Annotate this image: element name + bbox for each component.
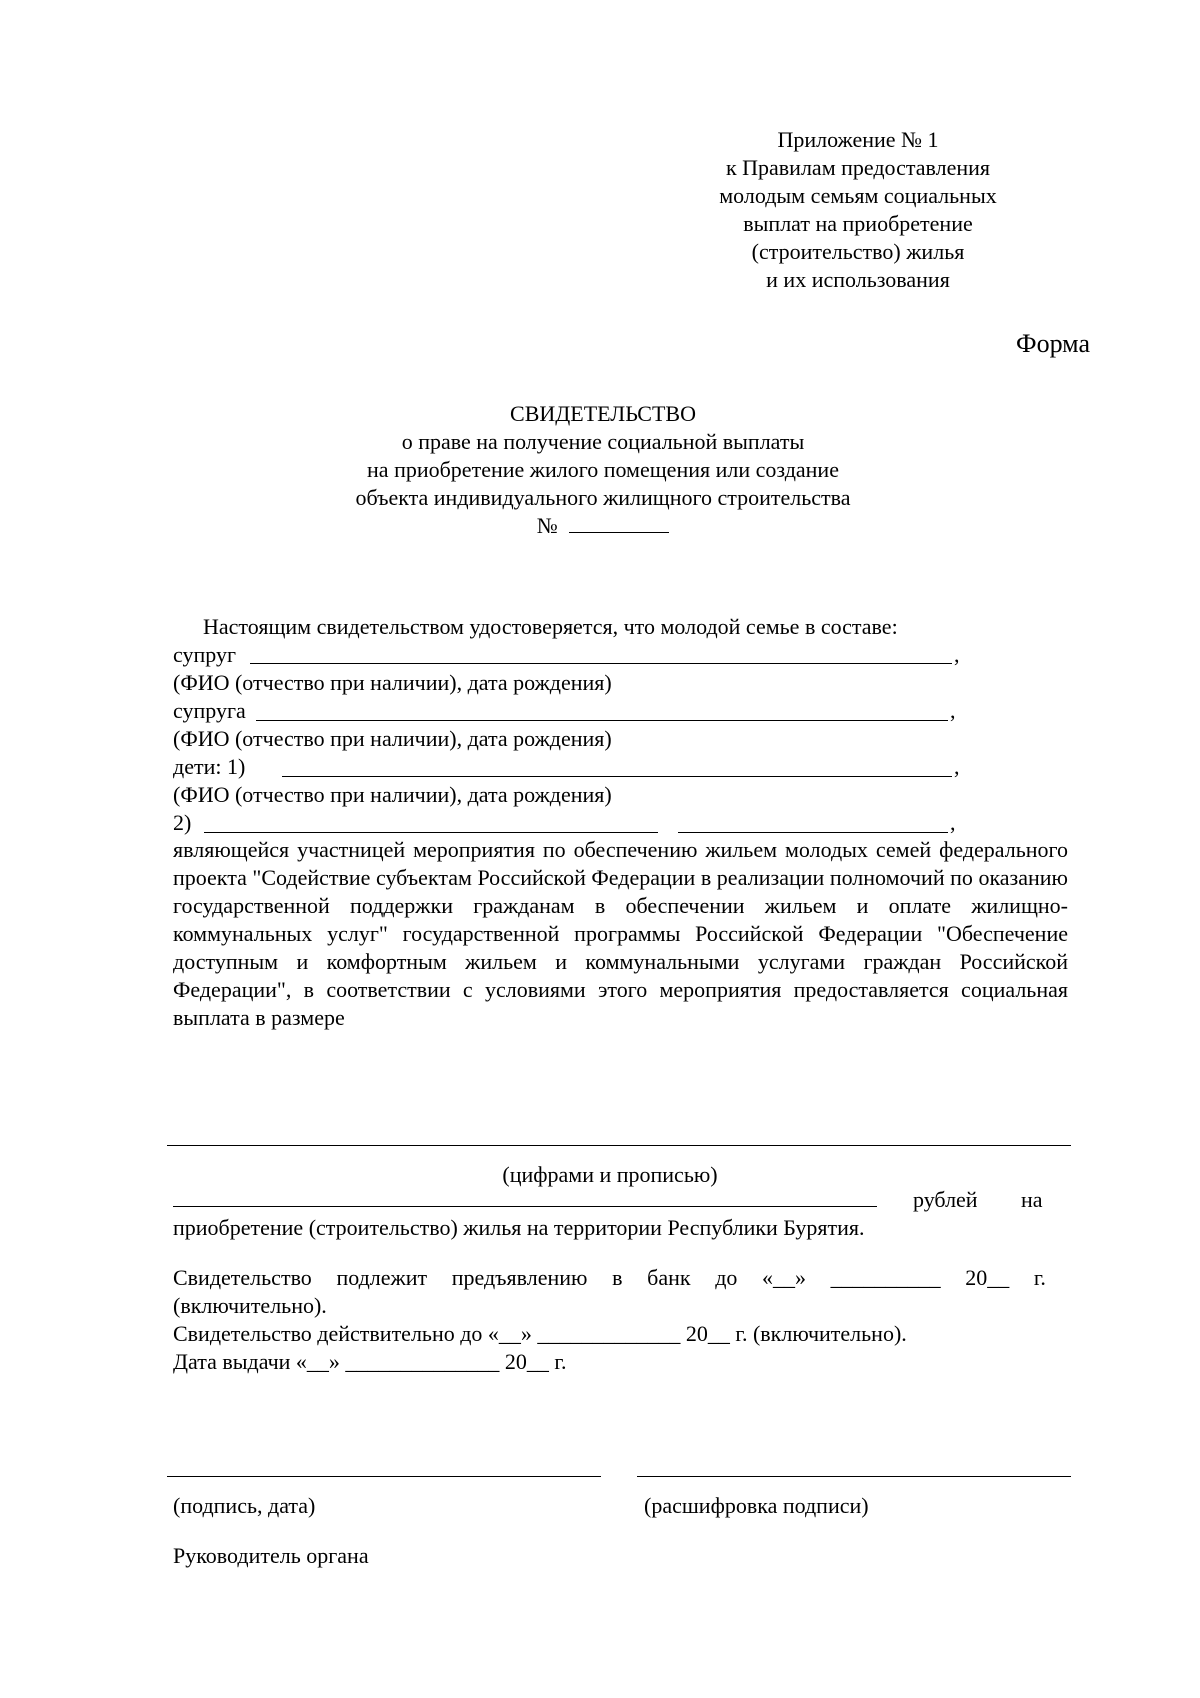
- fio-hint: (ФИО (отчество при наличии), дата рождения): [173, 726, 612, 751]
- spouse-wife-blank[interactable]: [256, 720, 948, 721]
- purpose-text: приобретение (строительство) жилья на территории Республики Бурятия.: [173, 1215, 865, 1240]
- bank-word: до: [715, 1265, 738, 1290]
- bank-year-blank[interactable]: 20__: [965, 1265, 1010, 1290]
- children-1-label: дети: 1): [173, 754, 246, 779]
- spouse-husband-blank[interactable]: [250, 663, 952, 664]
- child-2-blank-extra[interactable]: [678, 832, 948, 833]
- appendix-header: [655, 126, 1061, 294]
- bank-month-blank[interactable]: __________: [830, 1265, 941, 1290]
- appendix-line: Приложение № 1: [777, 127, 939, 152]
- spouse-husband-label: супруг: [173, 642, 236, 667]
- amount-hint: (цифрами и прописью): [502, 1162, 718, 1187]
- issue-date-line: Дата выдачи «__» ______________ 20__ г.: [173, 1349, 567, 1374]
- appendix-line: молодым семьям социальных: [719, 183, 997, 208]
- head-label: Руководитель органа: [173, 1543, 369, 1568]
- fio-hint: (ФИО (отчество при наличии), дата рождения): [173, 782, 612, 807]
- comma: ,: [950, 698, 956, 723]
- child-2-blank[interactable]: [204, 832, 658, 833]
- main-paragraph: являющейся участницей мероприятия по обеспечению жильем молодых семей федерального проекта "Содействие субъектам Российской Федерации в реализации полномочий по оказанию государственной поддержки гражданам в обеспечении жильем и оплате жилищно-коммунальных услуг" государственной программы Российской Федерации "Обеспечение доступным и комфортным жильем и коммунальными услугами граждан Российской Федерации", в соответствии с условиями этого мероприятия предоставляется социальная выплата в размере: [173, 837, 1068, 1030]
- amount-line[interactable]: [167, 1145, 1071, 1146]
- comma: ,: [954, 754, 960, 779]
- bank-deadline-line: [173, 1264, 1046, 1292]
- comma: ,: [954, 642, 960, 667]
- child-1-blank[interactable]: [282, 776, 952, 777]
- number-label: №: [536, 513, 558, 538]
- children-2-label: 2): [173, 810, 192, 835]
- bank-word: подлежит: [336, 1265, 428, 1290]
- certificate-number: [200, 512, 1006, 540]
- appendix-line: и их использования: [766, 267, 950, 292]
- bank-word: Свидетельство: [173, 1265, 312, 1290]
- signature-line[interactable]: [167, 1476, 601, 1477]
- bank-word: в: [612, 1265, 623, 1290]
- bank-word: банк: [647, 1265, 691, 1290]
- certificate-title: [200, 400, 1006, 540]
- comma: ,: [950, 810, 956, 835]
- valid-until-line: Свидетельство действительно до «__» _____________ 20__ г. (включительно).: [173, 1321, 907, 1346]
- amount-words-blank[interactable]: [173, 1206, 877, 1207]
- title-heading: СВИДЕТЕЛЬСТВО: [510, 401, 696, 426]
- title-line: о праве на получение социальной выплаты: [401, 429, 805, 454]
- fio-hint: (ФИО (отчество при наличии), дата рождения): [173, 670, 612, 695]
- title-line: объекта индивидуального жилищного строительства: [355, 485, 851, 510]
- bank-day-blank[interactable]: «__»: [762, 1265, 807, 1290]
- title-line: на приобретение жилого помещения или создание: [367, 457, 839, 482]
- bank-word: г.: [1033, 1265, 1046, 1290]
- spouse-wife-label: супруга: [173, 698, 246, 723]
- form-label: Форма: [1016, 329, 1090, 358]
- intro-text: Настоящим свидетельством удостоверяется, что молодой семье в составе:: [203, 614, 898, 639]
- signature-decode-line[interactable]: [637, 1476, 1071, 1477]
- number-blank[interactable]: [569, 512, 669, 533]
- signature-decode-hint: (расшифровка подписи): [644, 1493, 869, 1518]
- rubles-label: рублей: [913, 1187, 978, 1212]
- inclusive-text: (включительно).: [173, 1293, 327, 1318]
- signature-hint: (подпись, дата): [173, 1493, 316, 1518]
- appendix-line: выплат на приобретение: [743, 211, 973, 236]
- appendix-line: к Правилам предоставления: [725, 155, 991, 180]
- na-label: на: [1021, 1187, 1043, 1212]
- bank-word: предъявлению: [451, 1265, 588, 1290]
- appendix-line: (строительство) жилья: [751, 239, 965, 264]
